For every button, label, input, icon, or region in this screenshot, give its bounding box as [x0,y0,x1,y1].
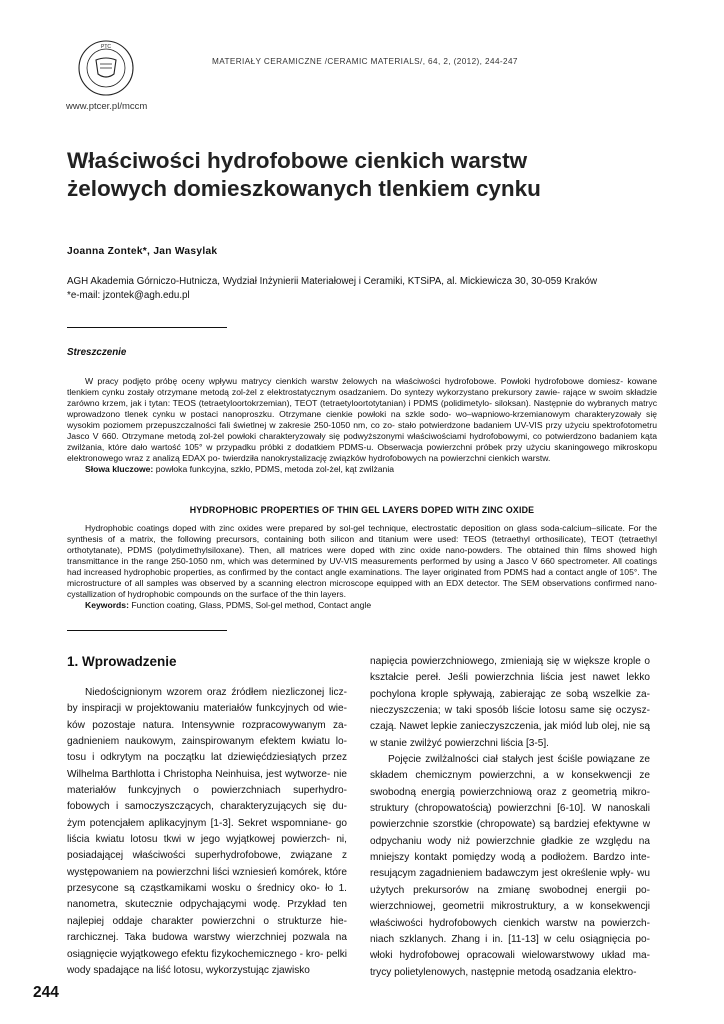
abstract-line: wo–wapniowo-krzemianowym charakteryzowały się wysokim poziomem przepuszczalności fali świetlnej w zakresie 250-1050 nm, co zo- [67,409,658,430]
body-line: ni, posiadającej właściwości superhydrofobowe, związane [67,834,347,862]
body-line: ło 1. nanometra, skutecznie odpychającymi wodę. Przykład [67,883,347,911]
body-line: w odpychaniu wody niż powierzchnie gładkie ze względu na [370,819,650,847]
section-heading: 1. Wprowadzenie [67,654,177,669]
abstract-paragraph [67,376,657,464]
abstract-line: kowane tlenkiem cynku zostały otrzymane metodą zol-żel z elektrostatycznym osadzaniem. Do syntezy wykorzystano prekursory zawie- [67,376,658,397]
abstract-line: from PDMS had a contact angle of 105°. The microstructure of all samples was observed by a scanning electron microscope equipped [67,567,657,588]
abstract-heading: Streszczenie [67,347,127,358]
body-line: by inspiracji w projektowaniu materiałów funkcyjnych od wie- [67,703,347,715]
journal-citation: MATERIAŁY CERAMICZNE /CERAMIC MATERIALS/, 64, 2, (2012), 244-247 [212,57,518,66]
body-line: czają. Nawet lepkie zanieczyszczenia, jak miód lub olej, nie [370,721,637,733]
keywords-text: powłoka funkcyjna, szkło, PDMS, metoda zol-żel, kąt zwilżania [155,464,395,474]
abstract-line: stało potwierdzone badaniem UV-VIS przy użyciu spektrofotometru Jasco V 660. Otrzymane metodą zol-żel powłoki charakteryzowały się [67,420,658,441]
body-line: powierzchnie szorstkie (chropowate) są bardziej efektywne [370,819,639,831]
journal-url[interactable]: www.ptcer.pl/mccm [66,101,148,112]
abstract-line: (tetraethyl orthotytanate), PDMS (polydimethylsiloxane). Then, all matrices were doped with zinc oxide nano-powders. The obtained thin [67,534,657,555]
body-line: swobodną energią powierzchniową oraz z geometrią mikro- [370,786,650,798]
body-line: ze składem chemicznym powierzchni, a w konsekwencji ze [370,754,650,782]
title-line-1: Właściwości hydrofobowe cienkich warstw [67,148,528,173]
keywords-polish [67,464,657,475]
body-line: Pojęcie zwilżalności ciał stałych jest ściśle powiązane [388,754,636,766]
abstract-polish [67,376,657,475]
body-column-right [370,654,650,981]
divider [67,630,227,631]
body-line: mniejszy kontakt pomiędzy wodą a podłożem. Bardzo inte- [370,852,650,864]
body-line: resującym zagadnieniem badawczym jest określenie wpły- [370,868,634,880]
body-line: właściwości hydrofobowych cienkich warstw na powierzch- [370,917,650,929]
body-line: z występowaniem na powierzchni liści wzniesień komórek, [67,850,347,878]
body-line: wierzchniowej, geometrii mikrostruktury, a w konsekwencji [370,901,650,913]
body-line: żym potencjałem aplikacyjnym [1-3]. Sekret wspomniane- [67,817,332,829]
abstract-line: 660 spectrometer. All coatings had increased hydrophobic properties, as confirmed by the contact angle examinations. The layer originated [67,556,657,577]
body-paragraph [67,685,347,979]
abstract-line: films showed high transmittance in the range 250-1050 nm, which was determined by UV-VIS measurements performed by using a Jasco V [67,545,658,566]
abstract-english [67,523,657,611]
abstract-line: twierdziła nanokrystalizację związków hydrofobowych na powierzchni cienkich warstw. [222,453,551,463]
body-line: nie materiałów funkcyjnych o powierzchniach superhydro- [67,768,347,797]
body-line: nieczyszczenia; w taki sposób liście lotosu same się oczysz- [370,705,650,717]
body-line: Wilhelma Barthlotta i Christopha Neinhuisa, jest wytworze- [67,768,331,780]
abstract-paragraph [67,523,657,600]
body-column-left [67,685,347,979]
keywords-english [67,600,657,611]
body-line: napięcia powierzchniowego, zmieniają się w większe krople [370,656,641,667]
body-line: rarchicznej. Taka budowa warstwy wierzchniej pozwala na [67,932,347,944]
body-line: go liścia kwiatu lotosu tkwi w jego wyjątkowej powierzch- [67,817,347,846]
body-line: pelki wody spadające na liść lotosu, wykorzystując zjawisko [67,948,347,976]
abstract-line: rające w swoim składzie zarówno krzem, jak i tytan: TEOS (tetraetyloortokrzemian), TEOT (tetraetyloortotytanian) i PDMS (polidimetylo- [67,387,657,408]
title-line-2: żelowych domieszkowanych tlenkiem cynku [67,176,541,201]
body-line: struktury (chropowatością) powierzchni [6-10]. W nanoskali [370,803,650,815]
author-list: Joanna Zontek*, Jan Wasylak [67,246,218,257]
abstract-line: W pracy podjęto próbę oceny wpływu matrycy cienkich warstw żelowych na właściwości hydrofobowe. Powłoki hydrofobowe domiesz- [85,376,624,386]
abstract-line: podwyższonymi właściwościami hydrofobowymi, co potwierdzono badaniem kąta zwilżania, które dało wartość 105° w przypadku próbki [67,431,657,452]
keywords-label: Keywords: [85,600,129,610]
abstract-line: For the synthesis of a matrix, the following precursors, containing both silicon and titanium were used: TEOS (tetraethyl orthosilicate), TEOT [67,523,657,544]
keywords-label: Słowa kluczowe: [85,464,154,474]
keywords-text: Function coating, Glass, PDMS, Sol-gel method, Contact angle [131,600,372,610]
body-line: niach szklanych. Zhang i in. [11-13] w celu osiągnięcia po- [370,933,650,945]
body-line: wu użytych prekursorów na zmianę swobodnej energii po- [370,868,650,896]
body-paragraph [370,654,650,752]
abstract-line: z dodatkiem PDMS-u. Obserwacja powierzchni próbek przy użyciu skaningowego mikroskopu elektronowego wraz z analizą EDAX po- [67,442,658,463]
body-line: są w stanie zwilżyć powierzchni liścia [3-5]. [370,721,650,749]
affiliation: AGH Akademia Górniczo-Hutnicza, Wydział Inżynierii Materiałowej i Ceramiki, KTSiPA, al. Mickiewicza 30, 30-059 Kraków [67,276,598,287]
body-line: gadnieniem naukowym, zainspirowanym efektem kwiatu lo- [67,736,347,748]
body-line: ków pozostaje natura. Intensywnie rozpracowywanym za- [67,719,347,731]
body-line: włoki hydrofobowej opracowali wielowarstwowy układ ma- [370,950,650,962]
abstract-line: Hydrophobic coatings doped with zinc oxides were prepared by sol-gel technique, electrostatic deposition on glass soda-calcium–silicate. [85,523,625,533]
body-line: trycy polietylenowych, następnie metodą osadzania elektro- [370,966,637,978]
body-line: osiągnięcie wyjątkowego efektu fizykochemicznego - kro- [67,948,324,960]
article-title [67,147,667,203]
body-paragraph [370,752,650,981]
body-line: o kształcie pereł. Jeśli powierzchnia liścia jest nawet lekko [370,656,650,684]
body-line: pochylona krople spływają, zabierając ze sobą wszelkie za- [370,688,650,700]
body-line: fobowych i samoczyszczących, charakteryzujących się du- [67,801,347,813]
body-line: ten najlepiej oddaje charakter powierzchni o strukturze hie- [67,899,347,927]
abstract-line: siloksan). Następnie do wybranych matryc wprowadzono tlenek cynku w postaci nanoproszku. Otrzymane cienkie powłoki na szkle sodo- [67,398,657,419]
affiliation-block [67,275,667,302]
abstract-line: with an EDX detector. The SEM observations confirmed nano-cystallization of hydrophobic compounds on the surface of the thin layers. [67,578,657,599]
body-line: tosu i odkrytym na początku lat dziewięćdziesiątych przez [67,752,347,764]
corresponding-email[interactable]: *e-mail: jzontek@agh.edu.pl [67,289,190,301]
page-number: 244 [33,984,59,1001]
logo-lettering: PTC [101,44,111,50]
english-title: HYDROPHOBIC PROPERTIES OF THIN GEL LAYERS DOPED WITH ZINC OXIDE [189,505,535,515]
journal-logo [62,38,150,102]
body-line: Niedoścignionym wzorem oraz źródłem niezliczonej licz- [85,687,347,698]
divider [67,327,227,328]
body-line: które przesycone są cząstkamikami wosku o średnicy oko- [67,866,347,895]
